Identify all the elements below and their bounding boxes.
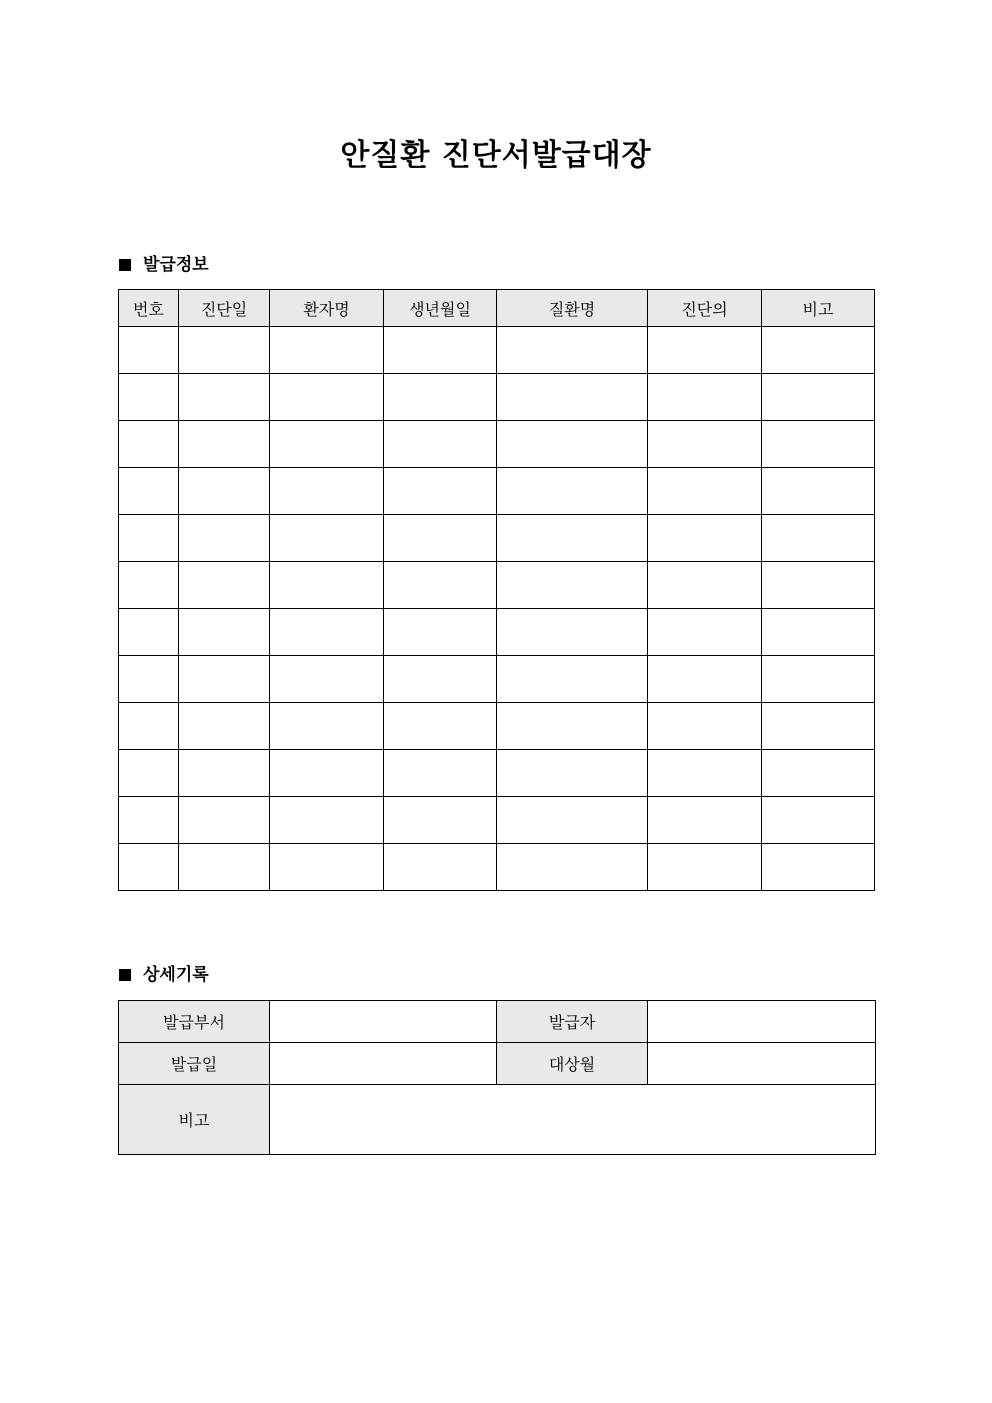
table-cell[interactable]: [762, 421, 875, 468]
table-cell[interactable]: [648, 844, 762, 891]
table-row: [119, 1001, 876, 1043]
label-issuer: 발급자: [497, 1001, 648, 1043]
table-row: [119, 562, 875, 609]
table-cell[interactable]: [179, 562, 270, 609]
table-cell[interactable]: [762, 468, 875, 515]
table-cell[interactable]: [648, 374, 762, 421]
square-bullet-icon: [119, 969, 131, 981]
detail-record-table: [118, 1000, 876, 1155]
table-cell[interactable]: [270, 750, 384, 797]
table-cell[interactable]: [648, 656, 762, 703]
table-row: [119, 609, 875, 656]
page-title: 안질환 진단서발급대장: [340, 138, 652, 173]
table-cell[interactable]: [119, 609, 179, 656]
table-cell[interactable]: [179, 844, 270, 891]
value-issue-date[interactable]: [270, 1043, 497, 1085]
table-cell[interactable]: [179, 750, 270, 797]
table-cell[interactable]: [270, 327, 384, 374]
table-cell[interactable]: [762, 703, 875, 750]
table-cell[interactable]: [497, 844, 648, 891]
table-cell[interactable]: [179, 421, 270, 468]
table-cell[interactable]: [270, 562, 384, 609]
table-cell[interactable]: [762, 844, 875, 891]
table-cell[interactable]: [497, 327, 648, 374]
table-cell[interactable]: [497, 374, 648, 421]
table-cell[interactable]: [119, 844, 179, 891]
column-header-number: 번호: [119, 290, 179, 327]
table-cell[interactable]: [119, 562, 179, 609]
table-row: [119, 750, 875, 797]
table-cell[interactable]: [648, 515, 762, 562]
table-cell[interactable]: [384, 609, 497, 656]
section-heading-detail-record: [119, 963, 209, 987]
table-cell[interactable]: [179, 609, 270, 656]
table-row: [119, 327, 875, 374]
table-cell[interactable]: [179, 797, 270, 844]
table-cell[interactable]: [762, 797, 875, 844]
table-cell[interactable]: [497, 562, 648, 609]
value-target-month[interactable]: [648, 1043, 876, 1085]
table-cell[interactable]: [270, 703, 384, 750]
table-cell[interactable]: [384, 374, 497, 421]
table-cell[interactable]: [762, 750, 875, 797]
table-cell[interactable]: [270, 421, 384, 468]
table-row: [119, 844, 875, 891]
table-cell[interactable]: [648, 327, 762, 374]
table-cell[interactable]: [179, 327, 270, 374]
table-cell[interactable]: [497, 750, 648, 797]
table-cell[interactable]: [119, 656, 179, 703]
table-row: [119, 515, 875, 562]
label-issuing-department: 발급부서: [119, 1001, 270, 1043]
column-header-diagnosis-date: 진단일: [179, 290, 270, 327]
table-cell[interactable]: [270, 515, 384, 562]
table-cell[interactable]: [384, 656, 497, 703]
table-cell[interactable]: [762, 656, 875, 703]
table-row: [119, 1085, 876, 1155]
table-cell[interactable]: [119, 374, 179, 421]
table-cell[interactable]: [497, 515, 648, 562]
table-header-row: [119, 290, 875, 327]
table-cell[interactable]: [648, 421, 762, 468]
table-cell[interactable]: [119, 468, 179, 515]
table-cell[interactable]: [270, 656, 384, 703]
table-cell[interactable]: [119, 750, 179, 797]
table-cell[interactable]: [497, 609, 648, 656]
table-row: [119, 421, 875, 468]
table-cell[interactable]: [179, 468, 270, 515]
column-header-doctor: 진단의: [648, 290, 762, 327]
table-cell[interactable]: [497, 468, 648, 515]
table-cell[interactable]: [648, 562, 762, 609]
table-cell[interactable]: [497, 656, 648, 703]
table-cell[interactable]: [384, 515, 497, 562]
square-bullet-icon: [119, 259, 131, 271]
table-cell[interactable]: [119, 797, 179, 844]
table-cell[interactable]: [179, 374, 270, 421]
table-cell[interactable]: [179, 703, 270, 750]
column-header-disease-name: 질환명: [497, 290, 648, 327]
table-cell[interactable]: [384, 468, 497, 515]
table-cell[interactable]: [648, 609, 762, 656]
value-issuer[interactable]: [648, 1001, 876, 1043]
table-row: [119, 656, 875, 703]
table-cell[interactable]: [119, 327, 179, 374]
table-cell[interactable]: [762, 562, 875, 609]
table-cell[interactable]: [119, 421, 179, 468]
table-cell[interactable]: [648, 750, 762, 797]
table-cell[interactable]: [497, 797, 648, 844]
value-remarks[interactable]: [270, 1085, 876, 1155]
table-cell[interactable]: [119, 703, 179, 750]
table-row: [119, 468, 875, 515]
table-cell[interactable]: [384, 562, 497, 609]
table-row: [119, 1043, 876, 1085]
table-cell[interactable]: [179, 656, 270, 703]
table-cell[interactable]: [762, 609, 875, 656]
table-row: [119, 797, 875, 844]
label-issue-date: 발급일: [119, 1043, 270, 1085]
table-cell[interactable]: [384, 703, 497, 750]
table-cell[interactable]: [270, 374, 384, 421]
table-cell[interactable]: [270, 468, 384, 515]
value-issuing-department[interactable]: [270, 1001, 497, 1043]
table-cell[interactable]: [384, 421, 497, 468]
table-cell[interactable]: [762, 327, 875, 374]
issue-register-table: [118, 289, 875, 891]
table-cell[interactable]: [497, 703, 648, 750]
table-cell[interactable]: [648, 703, 762, 750]
section-heading-label: 발급정보: [143, 255, 209, 275]
table-cell[interactable]: [648, 468, 762, 515]
label-target-month: 대상월: [497, 1043, 648, 1085]
table-row: [119, 703, 875, 750]
column-header-remarks: 비고: [762, 290, 875, 327]
section-heading-label: 상세기록: [143, 965, 209, 985]
table-cell[interactable]: [762, 374, 875, 421]
table-body: [119, 327, 875, 891]
column-header-birth-date: 생년월일: [384, 290, 497, 327]
table-cell[interactable]: [497, 421, 648, 468]
table-cell[interactable]: [270, 844, 384, 891]
table-cell[interactable]: [179, 515, 270, 562]
table-row: [119, 374, 875, 421]
table-cell[interactable]: [384, 844, 497, 891]
table-cell[interactable]: [270, 609, 384, 656]
label-remarks: 비고: [119, 1085, 270, 1155]
table-cell[interactable]: [384, 750, 497, 797]
table-cell[interactable]: [270, 797, 384, 844]
table-cell[interactable]: [384, 797, 497, 844]
table-cell[interactable]: [384, 327, 497, 374]
table-cell[interactable]: [648, 797, 762, 844]
table-cell[interactable]: [762, 515, 875, 562]
section-heading-issue-info: [119, 253, 209, 277]
column-header-patient-name: 환자명: [270, 290, 384, 327]
table-cell[interactable]: [119, 515, 179, 562]
